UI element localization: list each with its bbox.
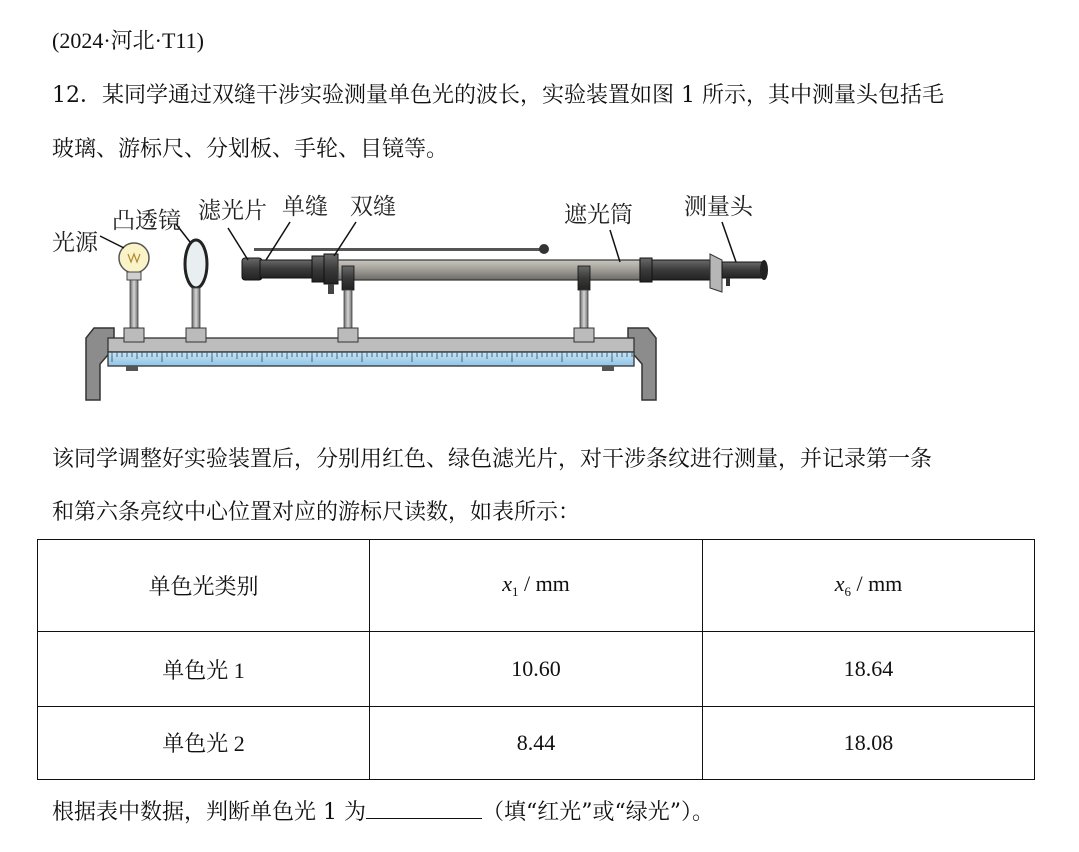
answer-line <box>52 795 714 826</box>
label-tube: 遮光筒 <box>564 202 633 228</box>
convex-lens <box>185 240 207 342</box>
header-x1-sub: 1 <box>511 584 519 600</box>
apparatus-figure <box>50 188 780 414</box>
answer-blank[interactable] <box>366 798 482 819</box>
question-text-line-2: 玻璃、游标尺、分划板、手轮、目镜等。 <box>52 137 449 162</box>
header-x1-var: x <box>502 571 512 597</box>
question-text-line-1: 12．某同学通过双缝干涉实验测量单色光的波长，实验装置如图 1 所示，其中测量头包括毛 <box>52 83 944 108</box>
table-row <box>38 706 1035 779</box>
header-x6-var: x <box>834 571 845 597</box>
paragraph-line-1: 该同学调整好实验装置后，分别用红色、绿色滤光片，对干涉条纹进行测量，并记录第一条 <box>52 447 933 472</box>
light-shield-tube <box>338 258 652 282</box>
answer-prompt: 根据表中数据，判断单色光 1 为 <box>52 800 366 825</box>
row2-x1: 8.44 <box>370 706 703 779</box>
source-citation: (2024·河北·T11) <box>52 28 204 53</box>
optical-bench <box>86 328 656 400</box>
data-table <box>37 539 1035 780</box>
label-double-slit: 双缝 <box>350 194 396 220</box>
header-x6-sub: 6 <box>844 584 851 600</box>
row1-x1: 10.60 <box>370 632 703 706</box>
row2-x6: 18.08 <box>703 706 1035 779</box>
table-row <box>38 632 1035 706</box>
header-x1-unit: / mm <box>518 571 570 597</box>
measuring-head <box>652 254 768 292</box>
label-single-slit: 单缝 <box>282 194 328 220</box>
table-header-row <box>38 540 1035 632</box>
label-light-source: 光源 <box>52 230 98 256</box>
header-light-type: 单色光类别 <box>38 540 370 632</box>
answer-hint: （填“红光”或“绿光”）。 <box>481 800 714 825</box>
header-x1 <box>370 540 703 632</box>
row1-x6: 18.64 <box>703 632 1035 706</box>
light-bulb <box>119 243 149 342</box>
label-measuring-head: 测量头 <box>684 194 753 220</box>
label-filter: 滤光片 <box>198 198 267 224</box>
label-convex-lens: 凸透镜 <box>112 208 181 234</box>
row2-label: 单色光 2 <box>38 706 370 779</box>
header-x6-unit: / mm <box>850 571 903 597</box>
row1-label: 单色光 1 <box>38 632 370 706</box>
paragraph-line-2: 和第六条亮纹中心位置对应的游标尺读数，如表所示： <box>52 500 581 525</box>
header-x6 <box>703 540 1035 632</box>
